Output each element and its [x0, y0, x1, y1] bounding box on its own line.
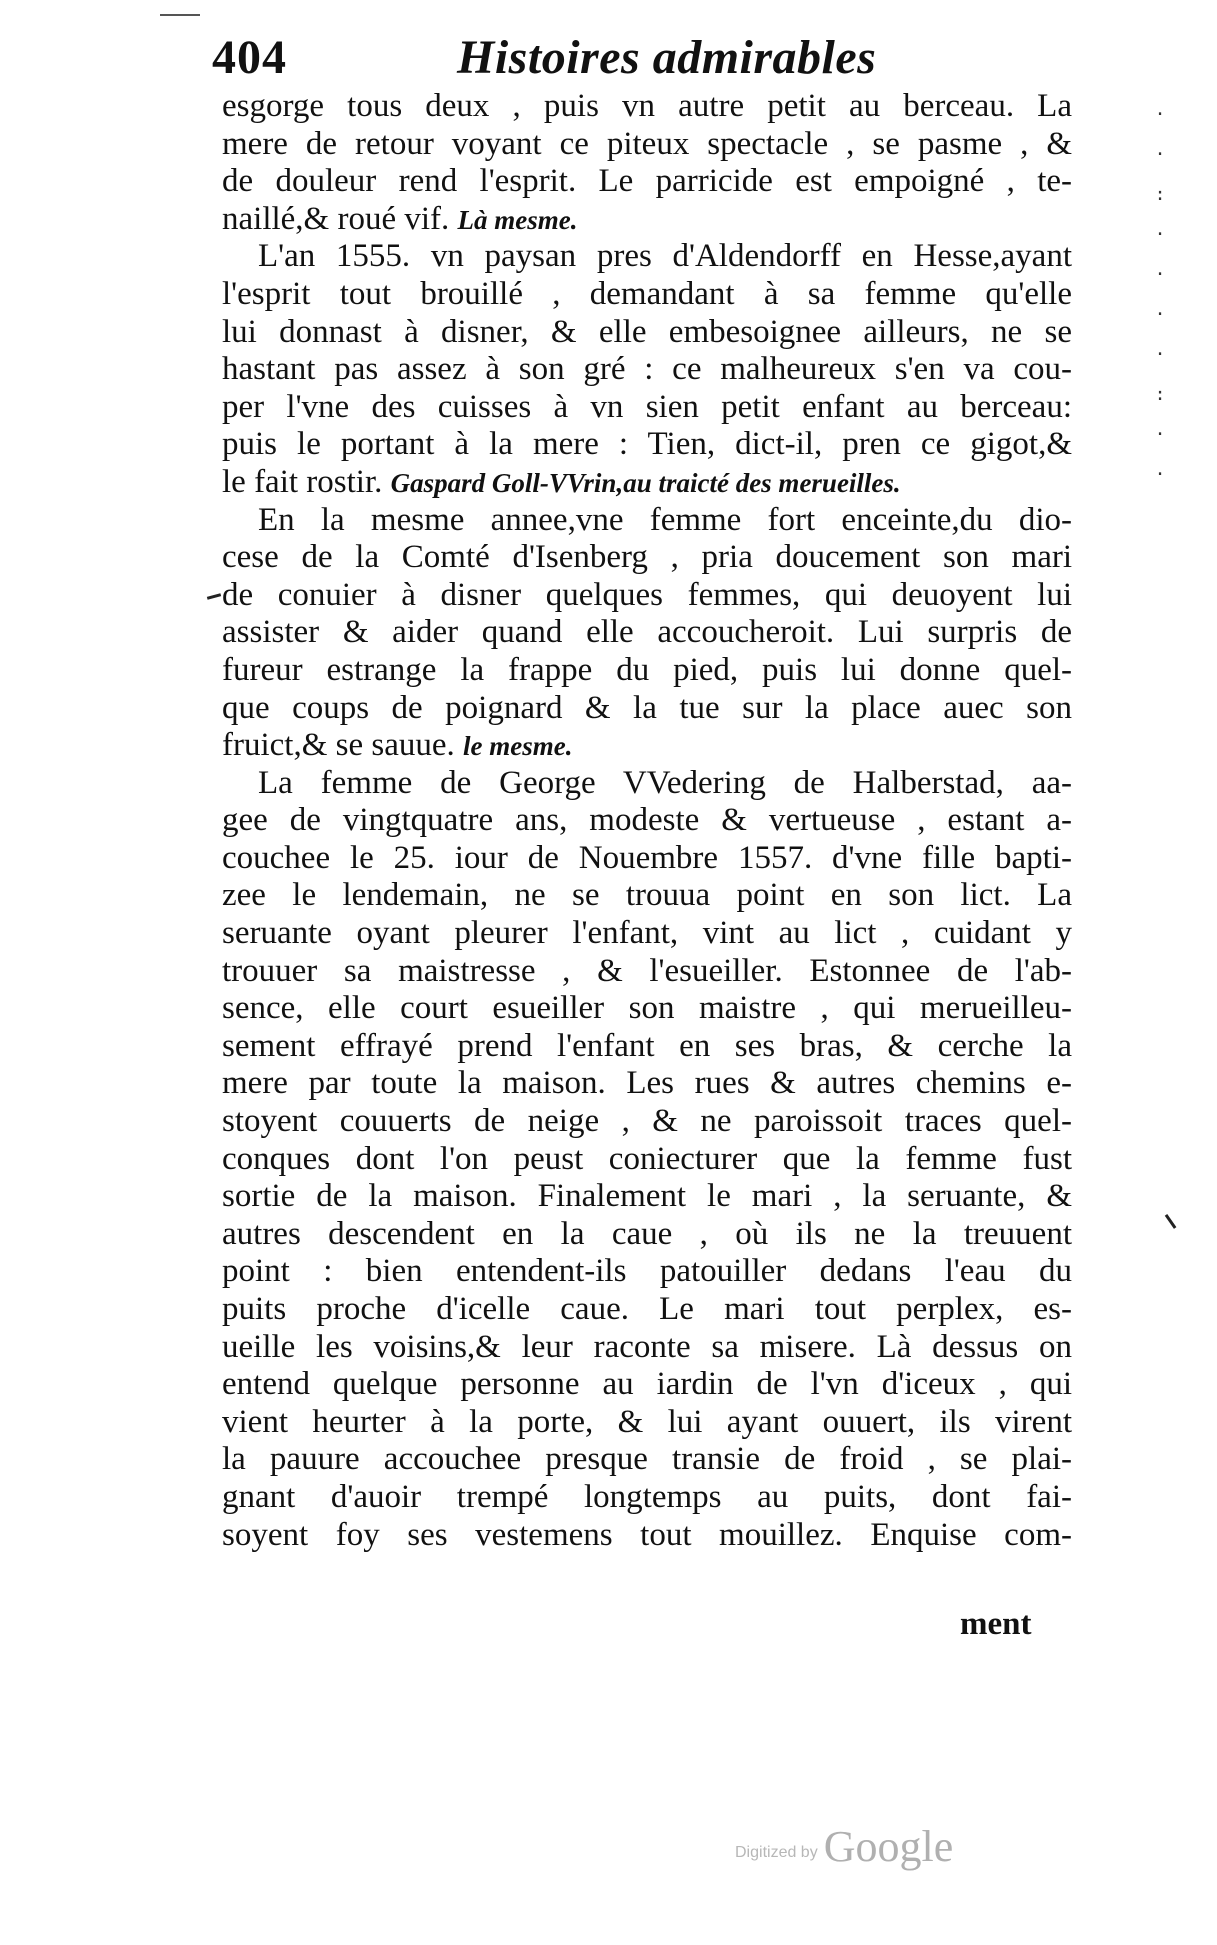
text-line-content: l'esprit tout brouillé , demandant à sa femme qu'elle [222, 275, 1072, 312]
text-line-content: autres descendent en la caue , où ils ne la treuuent [222, 1215, 1072, 1252]
text-line-content: mere par toute la maison. Les rues & autres chemins e- [222, 1065, 1072, 1102]
body-text [222, 88, 1072, 1554]
text-line-content: zee le lendemain, ne se trouua point en son lict. La [222, 877, 1072, 914]
text-line-content: point : bien entendent-ils patouiller dedans l'eau du [222, 1253, 1072, 1290]
text-line [222, 426, 1072, 464]
text-line [222, 163, 1072, 201]
text-line-content: per l'vne des cuisses à vn sien petit enfant au berceau: [222, 388, 1072, 425]
text-line-content: seruante oyant pleurer l'enfant, vint au lict , cuidant y [222, 915, 1072, 952]
text-line-content: mere de retour voyant ce piteux spectacle , se pasme , & [222, 125, 1072, 162]
digitized-by-google-watermark [735, 1812, 953, 1872]
text-line-content: la pauure accouchee presque transie de froid , se plai- [222, 1441, 1072, 1478]
text-line-content: puis le portant à la mere : Tien, dict-il, pren ce gigot,& [222, 426, 1072, 463]
text-line [222, 1253, 1072, 1291]
margin-mark: · [1154, 104, 1166, 125]
text-line-content: esgorge tous deux , puis vn autre petit au berceau. La [222, 88, 1072, 124]
text-line [222, 126, 1072, 164]
text-line [222, 88, 1072, 126]
margin-mark: · [1154, 144, 1166, 165]
text-line [222, 1366, 1072, 1404]
text-line [222, 351, 1072, 389]
text-line [222, 1065, 1072, 1103]
text-line-content: de conuier à disner quelques femmes, qui deuoyent lui [222, 576, 1072, 613]
text-line [222, 1517, 1072, 1555]
top-rule-mark [160, 14, 200, 16]
text-line-content: L'an 1555. vn paysan pres d'Aldendorff en Hesse,ayant [258, 238, 1072, 275]
text-line-content: assister & aider quand elle accoucheroit. Lui surpris de [222, 614, 1072, 651]
text-line-content: gee de vingtquatre ans, modeste & vertueuse , estant a- [222, 802, 1072, 839]
text-line [222, 652, 1072, 690]
text-line [222, 539, 1072, 577]
text-line [222, 614, 1072, 652]
text-line-content: de douleur rend l'esprit. Le parricide est empoigné , te- [222, 163, 1072, 200]
text-line [222, 276, 1072, 314]
text-line [222, 1404, 1072, 1442]
text-line-content: naillé,& roué vif. [222, 200, 450, 237]
text-line [222, 238, 1072, 276]
text-line-content: ueille les voisins,& leur raconte sa misere. Là dessus on [222, 1328, 1072, 1365]
catchword: ment [960, 1606, 1032, 1642]
text-line-content: fruict,& se sauue. [222, 727, 455, 764]
text-line-content: conques dont l'on peust coniecturer que la femme fust [222, 1140, 1072, 1177]
text-line [222, 915, 1072, 953]
text-line [222, 727, 1072, 765]
text-line-content: lui donnast à disner, & elle embesoignee ailleurs, ne se [222, 313, 1072, 350]
text-line-content: soyent foy ses vestemens tout mouillez. Enquise com- [222, 1516, 1072, 1553]
text-line [222, 314, 1072, 352]
google-logo: Google [823, 1822, 954, 1871]
stray-ink-dash [207, 593, 221, 600]
margin-mark: · [1154, 344, 1166, 365]
margin-mark: : [1154, 384, 1166, 405]
text-line [222, 502, 1072, 540]
text-line-content: couchee le 25. iour de Nouembre 1557. d'vne fille bapti- [222, 839, 1072, 876]
text-line-content: hastant pas assez à son gré : ce malheureux s'en va cou- [222, 351, 1072, 388]
text-line [222, 1141, 1072, 1179]
text-line [222, 389, 1072, 427]
text-line [222, 1441, 1072, 1479]
text-line-content: entend quelque personne au iardin de l'vn d'iceux , qui [222, 1366, 1072, 1403]
text-line-content: vient heurter à la porte, & lui ayant ouuert, ils virent [222, 1403, 1072, 1440]
text-line [222, 802, 1072, 840]
digitized-by-label: Digitized by [735, 1844, 818, 1861]
text-line [222, 1178, 1072, 1216]
source-citation: Là mesme. [457, 204, 578, 235]
text-line-content: que coups de poignard & la tue sur la place auec son [222, 689, 1072, 726]
margin-mark: · [1154, 224, 1166, 245]
margin-mark: · [1154, 304, 1166, 325]
text-line [222, 765, 1072, 803]
text-line-content: En la mesme annee,vne femme fort enceinte,du dio- [258, 501, 1072, 538]
page-header [212, 30, 1072, 88]
text-line [222, 1329, 1072, 1367]
text-line-content: La femme de George VVedering de Halberstad, aa- [258, 764, 1072, 801]
running-title: Histoires admirables [457, 31, 877, 84]
text-line-content: le fait rostir. [222, 463, 383, 500]
text-line-content: gnant d'auoir trempé longtemps au puits, dont fai- [222, 1478, 1072, 1515]
text-line [222, 1291, 1072, 1329]
text-line [222, 690, 1072, 728]
text-line [222, 1028, 1072, 1066]
text-line-content: fureur estrange la frappe du pied, puis lui donne quel- [222, 651, 1072, 688]
margin-mark: · [1154, 464, 1166, 485]
page-number: 404 [212, 31, 287, 84]
text-line [222, 1479, 1072, 1517]
text-line-content: sement effrayé prend l'enfant en ses bras, & cerche la [222, 1027, 1072, 1064]
text-line-content: puits proche d'icelle caue. Le mari tout perplex, es- [222, 1291, 1072, 1327]
text-line [222, 201, 1072, 239]
margin-mark: : [1154, 184, 1166, 205]
text-line [222, 464, 1072, 502]
text-line [222, 1216, 1072, 1254]
margin-bleed-marks [1140, 95, 1180, 515]
margin-mark: · [1154, 264, 1166, 285]
text-line [222, 990, 1072, 1028]
stray-ink-mark [1165, 1207, 1186, 1229]
text-line [222, 577, 1072, 615]
text-line [222, 877, 1072, 915]
text-line-content: cese de la Comté d'Isenberg , pria doucement son mari [222, 539, 1072, 576]
source-citation: le mesme. [463, 731, 573, 762]
text-line-content: trouuer sa maistresse , & l'esueiller. Estonnee de l'ab- [222, 952, 1072, 989]
text-line [222, 840, 1072, 878]
margin-mark: · [1154, 424, 1166, 445]
text-line-content: stoyent couuerts de neige , & ne paroissoit traces quel- [222, 1103, 1072, 1140]
text-line-content: sortie de la maison. Finalement le mari , la seruante, & [222, 1178, 1072, 1215]
text-line [222, 1103, 1072, 1141]
source-citation: Gaspard Goll-VVrin,au traicté des merueilles. [390, 467, 901, 498]
text-line-content: sence, elle court esueiller son maistre , qui merueilleu- [222, 990, 1072, 1027]
text-line [222, 953, 1072, 991]
